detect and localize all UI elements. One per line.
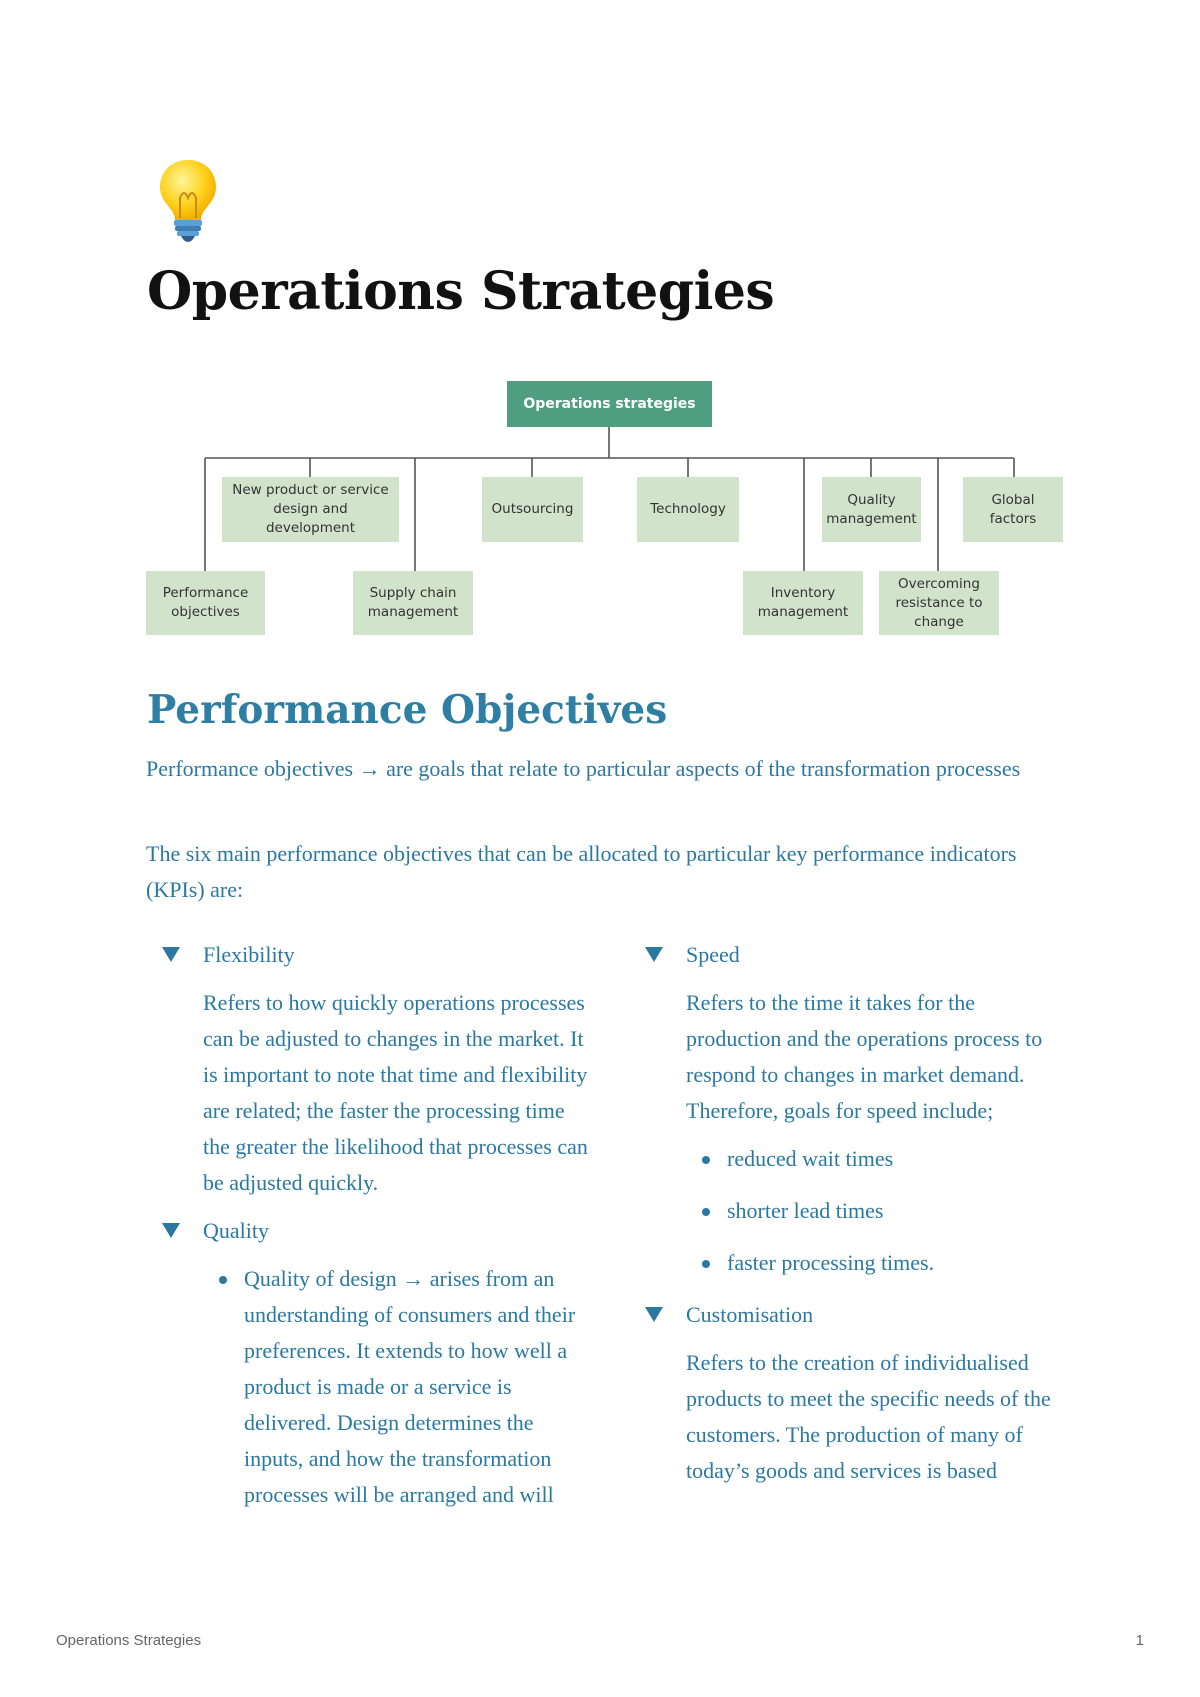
diagram-node-quality-management: Quality management <box>822 477 921 542</box>
toggle-content <box>686 985 1065 1281</box>
list-item <box>686 1141 1065 1177</box>
toggle-content <box>686 1345 1065 1489</box>
toggle-customisation[interactable] <box>645 1297 1065 1333</box>
toggle-quality[interactable] <box>162 1213 588 1249</box>
bullet-icon <box>702 1156 710 1164</box>
toggle-label: Customisation <box>686 1302 814 1327</box>
left-column <box>162 937 588 1513</box>
bullet-icon <box>702 1208 710 1216</box>
section-heading: Performance Objectives <box>147 687 668 733</box>
list-item-text: reduced wait times <box>727 1146 894 1171</box>
toggle-speed[interactable] <box>645 937 1065 973</box>
toggle-label: Quality <box>203 1218 269 1243</box>
list-item-text: Quality of design → arises from an understanding of consumers and their preferences. It extends to how well a product is made or a service is delivered. Design determines the inputs, and how the transformation processes will be arranged and will <box>244 1266 576 1507</box>
diagram-node-new-product: New product or service design and development <box>222 477 399 542</box>
flexibility-text: Refers to how quickly operations processes can be adjusted to changes in the market. It is important to note that time and flexibility are related; the faster the processing time the greater the likelihood that processes can be adjusted quickly. <box>203 990 588 1195</box>
triangle-down-icon[interactable] <box>645 947 663 962</box>
diagram-node-supply-chain: Supply chain management <box>353 571 473 635</box>
diagram-node-inventory-management: Inventory management <box>743 571 863 635</box>
footer-page-number: 1 <box>1135 1632 1144 1649</box>
intro-paragraph: Performance objectives → are goals that relate to particular aspects of the transformation processes <box>146 756 1021 781</box>
list-item-text: faster processing times. <box>727 1250 935 1275</box>
diagram-node-performance-objectives: Performance objectives <box>146 571 265 635</box>
list-item-text: shorter lead times <box>727 1198 884 1223</box>
toggle-label: Flexibility <box>203 942 295 967</box>
toggle-label: Speed <box>686 942 740 967</box>
triangle-down-icon[interactable] <box>162 1223 180 1238</box>
triangle-down-icon[interactable] <box>645 1307 663 1322</box>
diagram-node-technology: Technology <box>637 477 739 542</box>
diagram-root-node: Operations strategies <box>507 381 712 427</box>
page-title: Operations Strategies <box>147 261 775 322</box>
list-item <box>686 1245 1065 1281</box>
list-item <box>203 1261 588 1513</box>
diagram-node-outsourcing: Outsourcing <box>482 477 583 542</box>
bullet-list <box>686 1141 1065 1281</box>
diagram-node-global-factors: Global factors <box>963 477 1063 542</box>
list-item <box>686 1193 1065 1229</box>
toggle-flexibility[interactable] <box>162 937 588 973</box>
toggle-content <box>203 1261 588 1513</box>
right-column <box>645 937 1065 1489</box>
bullet-icon <box>219 1276 227 1284</box>
customisation-text: Refers to the creation of individualised products to meet the specific needs of the customers. The production of many of today’s goods and services is based <box>686 1350 1051 1483</box>
triangle-down-icon[interactable] <box>162 947 180 962</box>
bullet-icon <box>702 1260 710 1268</box>
lead-paragraph: The six main performance objectives that can be allocated to particular key performance indicators (KPIs) are: <box>146 841 1017 902</box>
speed-text: Refers to the time it takes for the production and the operations process to respond to changes in market demand. Therefore, goals for speed include; <box>686 990 1043 1123</box>
bullet-list <box>203 1261 588 1513</box>
diagram-node-overcoming-resistance: Overcoming resistance to change <box>879 571 999 635</box>
toggle-content <box>203 985 588 1201</box>
footer-title: Operations Strategies <box>56 1632 202 1649</box>
operations-strategies-diagram <box>0 0 1200 700</box>
